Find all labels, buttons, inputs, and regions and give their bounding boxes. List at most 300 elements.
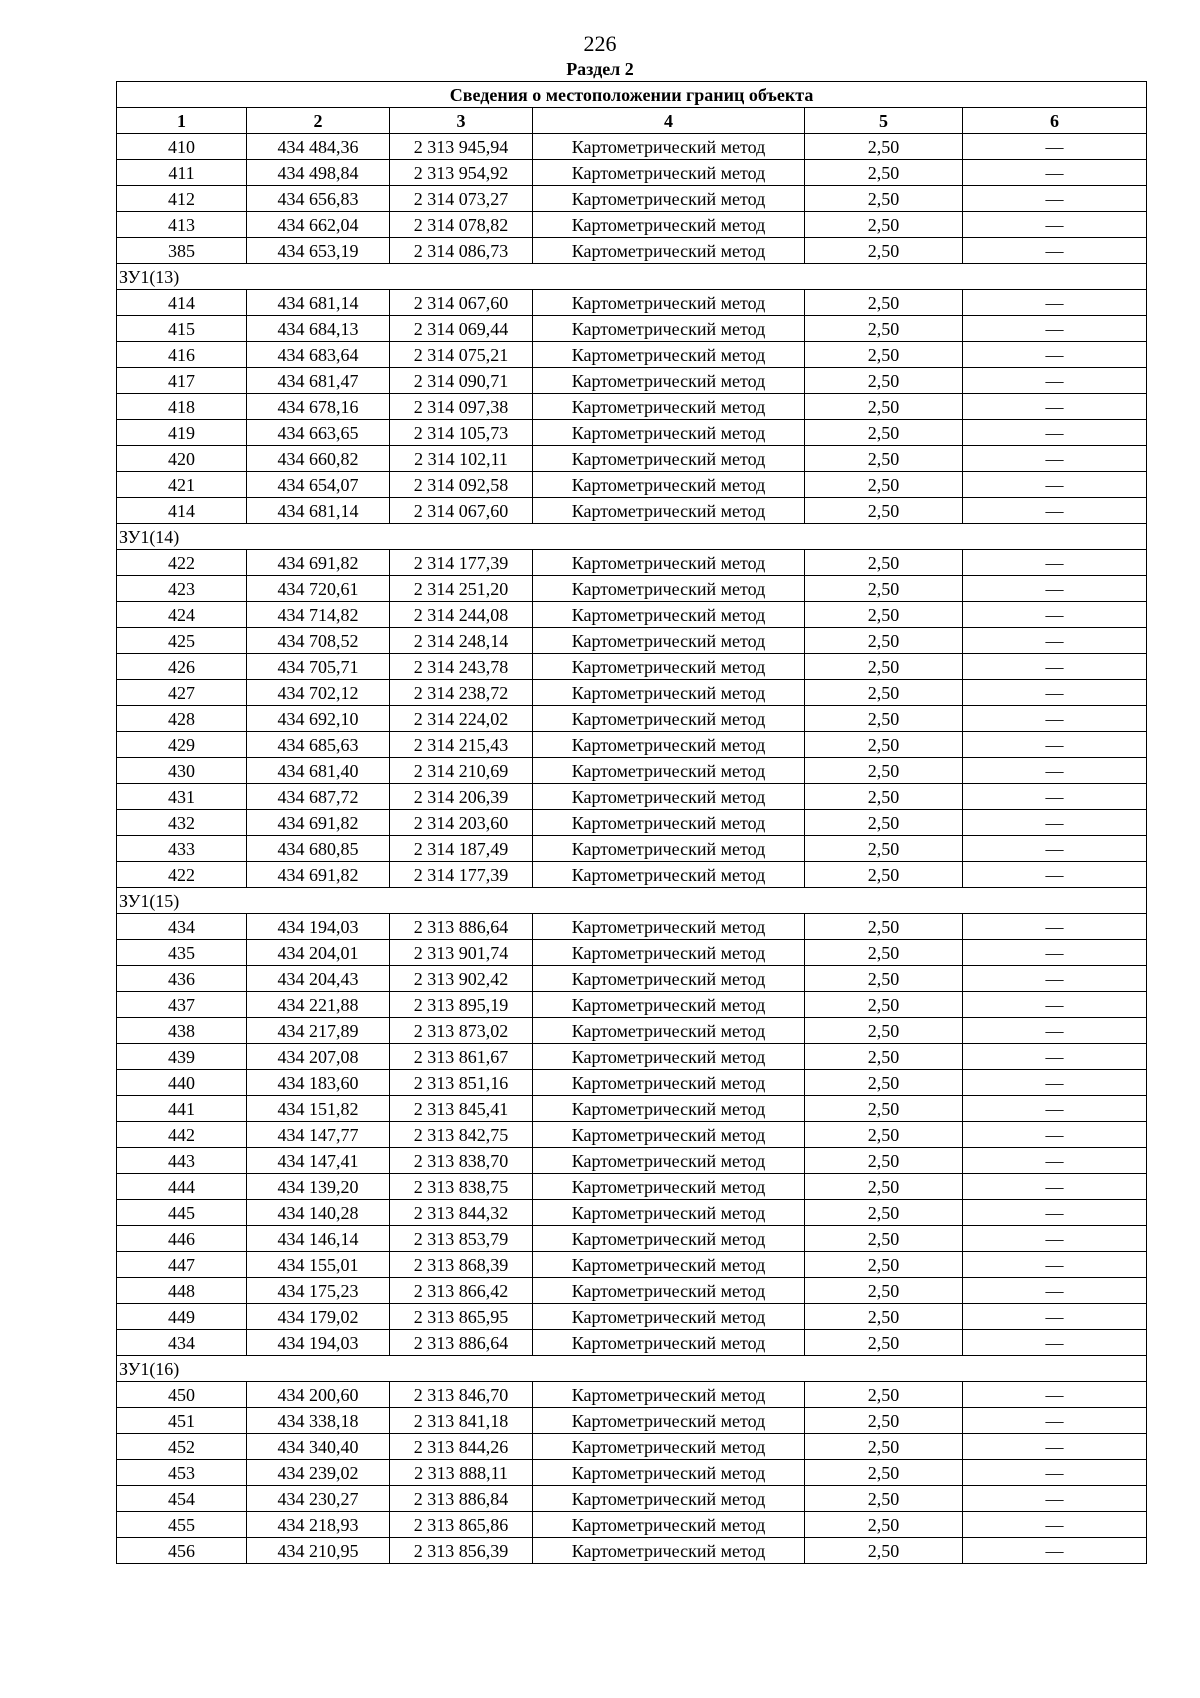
accuracy-cell: 2,50 <box>805 680 963 706</box>
description-cell: — <box>963 498 1147 524</box>
accuracy-cell: 2,50 <box>805 706 963 732</box>
table-row <box>117 498 1147 524</box>
x-coordinate-cell: 434 685,63 <box>247 732 390 758</box>
y-coordinate-cell: 2 314 224,02 <box>390 706 533 732</box>
accuracy-cell: 2,50 <box>805 1434 963 1460</box>
x-coordinate-cell: 434 155,01 <box>247 1252 390 1278</box>
x-coordinate-cell: 434 194,03 <box>247 1330 390 1356</box>
point-number-cell: 417 <box>117 368 247 394</box>
y-coordinate-cell: 2 313 901,74 <box>390 940 533 966</box>
accuracy-cell: 2,50 <box>805 914 963 940</box>
point-number-cell: 433 <box>117 836 247 862</box>
group-row <box>117 264 1147 290</box>
group-row <box>117 1356 1147 1382</box>
x-coordinate-cell: 434 684,13 <box>247 316 390 342</box>
table-row <box>117 1226 1147 1252</box>
accuracy-cell: 2,50 <box>805 810 963 836</box>
accuracy-cell: 2,50 <box>805 602 963 628</box>
accuracy-cell: 2,50 <box>805 1460 963 1486</box>
description-cell: — <box>963 966 1147 992</box>
table-row <box>117 550 1147 576</box>
table-row <box>117 784 1147 810</box>
accuracy-cell: 2,50 <box>805 134 963 160</box>
y-coordinate-cell: 2 314 244,08 <box>390 602 533 628</box>
method-cell: Картометрический метод <box>533 1226 805 1252</box>
method-cell: Картометрический метод <box>533 654 805 680</box>
accuracy-cell: 2,50 <box>805 1018 963 1044</box>
x-coordinate-cell: 434 151,82 <box>247 1096 390 1122</box>
table-row <box>117 394 1147 420</box>
table-row <box>117 1044 1147 1070</box>
table-row <box>117 1096 1147 1122</box>
y-coordinate-cell: 2 313 844,26 <box>390 1434 533 1460</box>
method-cell: Картометрический метод <box>533 212 805 238</box>
description-cell: — <box>963 1278 1147 1304</box>
table-row <box>117 706 1147 732</box>
description-cell: — <box>963 1174 1147 1200</box>
table-row <box>117 1486 1147 1512</box>
accuracy-cell: 2,50 <box>805 1226 963 1252</box>
accuracy-cell: 2,50 <box>805 784 963 810</box>
y-coordinate-cell: 2 313 851,16 <box>390 1070 533 1096</box>
method-cell: Картометрический метод <box>533 940 805 966</box>
table-row <box>117 1200 1147 1226</box>
accuracy-cell: 2,50 <box>805 420 963 446</box>
column-header: 5 <box>805 108 963 134</box>
accuracy-cell: 2,50 <box>805 186 963 212</box>
description-cell: — <box>963 212 1147 238</box>
method-cell: Картометрический метод <box>533 1512 805 1538</box>
x-coordinate-cell: 434 687,72 <box>247 784 390 810</box>
table-row <box>117 1018 1147 1044</box>
point-number-cell: 416 <box>117 342 247 368</box>
point-number-cell: 436 <box>117 966 247 992</box>
description-cell: — <box>963 368 1147 394</box>
accuracy-cell: 2,50 <box>805 1512 963 1538</box>
x-coordinate-cell: 434 680,85 <box>247 836 390 862</box>
y-coordinate-cell: 2 314 203,60 <box>390 810 533 836</box>
x-coordinate-cell: 434 692,10 <box>247 706 390 732</box>
y-coordinate-cell: 2 314 177,39 <box>390 862 533 888</box>
y-coordinate-cell: 2 314 248,14 <box>390 628 533 654</box>
point-number-cell: 455 <box>117 1512 247 1538</box>
x-coordinate-cell: 434 204,43 <box>247 966 390 992</box>
x-coordinate-cell: 434 147,77 <box>247 1122 390 1148</box>
method-cell: Картометрический метод <box>533 784 805 810</box>
table-row <box>117 472 1147 498</box>
description-cell: — <box>963 1122 1147 1148</box>
description-cell: — <box>963 784 1147 810</box>
method-cell: Картометрический метод <box>533 1278 805 1304</box>
accuracy-cell: 2,50 <box>805 966 963 992</box>
method-cell: Картометрический метод <box>533 1486 805 1512</box>
x-coordinate-cell: 434 663,65 <box>247 420 390 446</box>
x-coordinate-cell: 434 720,61 <box>247 576 390 602</box>
point-number-cell: 450 <box>117 1382 247 1408</box>
table-row <box>117 1278 1147 1304</box>
x-coordinate-cell: 434 660,82 <box>247 446 390 472</box>
method-cell: Картометрический метод <box>533 1382 805 1408</box>
accuracy-cell: 2,50 <box>805 1174 963 1200</box>
x-coordinate-cell: 434 147,41 <box>247 1148 390 1174</box>
accuracy-cell: 2,50 <box>805 342 963 368</box>
description-cell: — <box>963 394 1147 420</box>
y-coordinate-cell: 2 313 865,95 <box>390 1304 533 1330</box>
accuracy-cell: 2,50 <box>805 1044 963 1070</box>
point-number-cell: 443 <box>117 1148 247 1174</box>
table-caption-row <box>117 82 1147 108</box>
accuracy-cell: 2,50 <box>805 290 963 316</box>
description-cell: — <box>963 1408 1147 1434</box>
method-cell: Картометрический метод <box>533 810 805 836</box>
point-number-cell: 434 <box>117 1330 247 1356</box>
method-cell: Картометрический метод <box>533 1538 805 1564</box>
point-number-cell: 422 <box>117 550 247 576</box>
accuracy-cell: 2,50 <box>805 498 963 524</box>
y-coordinate-cell: 2 314 075,21 <box>390 342 533 368</box>
accuracy-cell: 2,50 <box>805 836 963 862</box>
y-coordinate-cell: 2 314 243,78 <box>390 654 533 680</box>
table-row <box>117 732 1147 758</box>
description-cell: — <box>963 1226 1147 1252</box>
table-row <box>117 836 1147 862</box>
x-coordinate-cell: 434 656,83 <box>247 186 390 212</box>
y-coordinate-cell: 2 313 838,70 <box>390 1148 533 1174</box>
x-coordinate-cell: 434 140,28 <box>247 1200 390 1226</box>
accuracy-cell: 2,50 <box>805 160 963 186</box>
point-number-cell: 424 <box>117 602 247 628</box>
y-coordinate-cell: 2 313 844,32 <box>390 1200 533 1226</box>
point-number-cell: 414 <box>117 290 247 316</box>
y-coordinate-cell: 2 314 238,72 <box>390 680 533 706</box>
description-cell: — <box>963 602 1147 628</box>
accuracy-cell: 2,50 <box>805 1330 963 1356</box>
description-cell: — <box>963 550 1147 576</box>
point-number-cell: 419 <box>117 420 247 446</box>
description-cell: — <box>963 1512 1147 1538</box>
point-number-cell: 432 <box>117 810 247 836</box>
table-row <box>117 1382 1147 1408</box>
x-coordinate-cell: 434 194,03 <box>247 914 390 940</box>
accuracy-cell: 2,50 <box>805 1382 963 1408</box>
accuracy-cell: 2,50 <box>805 1122 963 1148</box>
method-cell: Картометрический метод <box>533 706 805 732</box>
x-coordinate-cell: 434 139,20 <box>247 1174 390 1200</box>
table-row <box>117 290 1147 316</box>
boundary-coordinates-table <box>116 81 1147 1564</box>
description-cell: — <box>963 1148 1147 1174</box>
point-number-cell: 445 <box>117 1200 247 1226</box>
method-cell: Картометрический метод <box>533 758 805 784</box>
x-coordinate-cell: 434 338,18 <box>247 1408 390 1434</box>
table-row <box>117 186 1147 212</box>
table-row <box>117 368 1147 394</box>
table-row <box>117 680 1147 706</box>
y-coordinate-cell: 2 313 865,86 <box>390 1512 533 1538</box>
y-coordinate-cell: 2 313 861,67 <box>390 1044 533 1070</box>
x-coordinate-cell: 434 484,36 <box>247 134 390 160</box>
method-cell: Картометрический метод <box>533 1096 805 1122</box>
method-cell: Картометрический метод <box>533 628 805 654</box>
point-number-cell: 444 <box>117 1174 247 1200</box>
accuracy-cell: 2,50 <box>805 316 963 342</box>
x-coordinate-cell: 434 340,40 <box>247 1434 390 1460</box>
description-cell: — <box>963 238 1147 264</box>
table-row <box>117 1330 1147 1356</box>
description-cell: — <box>963 186 1147 212</box>
y-coordinate-cell: 2 313 856,39 <box>390 1538 533 1564</box>
x-coordinate-cell: 434 221,88 <box>247 992 390 1018</box>
description-cell: — <box>963 758 1147 784</box>
description-cell: — <box>963 1460 1147 1486</box>
table-row <box>117 134 1147 160</box>
accuracy-cell: 2,50 <box>805 472 963 498</box>
x-coordinate-cell: 434 654,07 <box>247 472 390 498</box>
method-cell: Картометрический метод <box>533 1044 805 1070</box>
y-coordinate-cell: 2 313 845,41 <box>390 1096 533 1122</box>
description-cell: — <box>963 134 1147 160</box>
method-cell: Картометрический метод <box>533 1434 805 1460</box>
point-number-cell: 452 <box>117 1434 247 1460</box>
x-coordinate-cell: 434 708,52 <box>247 628 390 654</box>
point-number-cell: 429 <box>117 732 247 758</box>
table-row <box>117 628 1147 654</box>
column-header: 2 <box>247 108 390 134</box>
point-number-cell: 412 <box>117 186 247 212</box>
x-coordinate-cell: 434 681,40 <box>247 758 390 784</box>
y-coordinate-cell: 2 313 888,11 <box>390 1460 533 1486</box>
y-coordinate-cell: 2 314 210,69 <box>390 758 533 784</box>
x-coordinate-cell: 434 175,23 <box>247 1278 390 1304</box>
point-number-cell: 446 <box>117 1226 247 1252</box>
point-number-cell: 415 <box>117 316 247 342</box>
description-cell: — <box>963 342 1147 368</box>
method-cell: Картометрический метод <box>533 862 805 888</box>
accuracy-cell: 2,50 <box>805 550 963 576</box>
column-header: 4 <box>533 108 805 134</box>
point-number-cell: 454 <box>117 1486 247 1512</box>
y-coordinate-cell: 2 314 251,20 <box>390 576 533 602</box>
table-row <box>117 1122 1147 1148</box>
description-cell: — <box>963 810 1147 836</box>
x-coordinate-cell: 434 146,14 <box>247 1226 390 1252</box>
method-cell: Картометрический метод <box>533 1174 805 1200</box>
accuracy-cell: 2,50 <box>805 238 963 264</box>
x-coordinate-cell: 434 183,60 <box>247 1070 390 1096</box>
column-header-row <box>117 108 1147 134</box>
description-cell: — <box>963 1044 1147 1070</box>
point-number-cell: 456 <box>117 1538 247 1564</box>
description-cell: — <box>963 940 1147 966</box>
point-number-cell: 410 <box>117 134 247 160</box>
table-row <box>117 1148 1147 1174</box>
table-row <box>117 1460 1147 1486</box>
description-cell: — <box>963 1304 1147 1330</box>
description-cell: — <box>963 1538 1147 1564</box>
description-cell: — <box>963 160 1147 186</box>
table-row <box>117 1070 1147 1096</box>
x-coordinate-cell: 434 498,84 <box>247 160 390 186</box>
table-body <box>117 134 1147 1564</box>
x-coordinate-cell: 434 681,14 <box>247 498 390 524</box>
method-cell: Картометрический метод <box>533 914 805 940</box>
accuracy-cell: 2,50 <box>805 1070 963 1096</box>
table-row <box>117 446 1147 472</box>
x-coordinate-cell: 434 705,71 <box>247 654 390 680</box>
table-row <box>117 238 1147 264</box>
method-cell: Картометрический метод <box>533 446 805 472</box>
accuracy-cell: 2,50 <box>805 1408 963 1434</box>
method-cell: Картометрический метод <box>533 550 805 576</box>
x-coordinate-cell: 434 681,14 <box>247 290 390 316</box>
accuracy-cell: 2,50 <box>805 862 963 888</box>
group-row <box>117 524 1147 550</box>
accuracy-cell: 2,50 <box>805 1304 963 1330</box>
method-cell: Картометрический метод <box>533 1330 805 1356</box>
point-number-cell: 421 <box>117 472 247 498</box>
method-cell: Картометрический метод <box>533 1070 805 1096</box>
description-cell: — <box>963 680 1147 706</box>
description-cell: — <box>963 576 1147 602</box>
y-coordinate-cell: 2 314 215,43 <box>390 732 533 758</box>
y-coordinate-cell: 2 314 090,71 <box>390 368 533 394</box>
y-coordinate-cell: 2 313 873,02 <box>390 1018 533 1044</box>
x-coordinate-cell: 434 239,02 <box>247 1460 390 1486</box>
x-coordinate-cell: 434 207,08 <box>247 1044 390 1070</box>
y-coordinate-cell: 2 314 067,60 <box>390 498 533 524</box>
point-number-cell: 441 <box>117 1096 247 1122</box>
y-coordinate-cell: 2 314 206,39 <box>390 784 533 810</box>
accuracy-cell: 2,50 <box>805 1200 963 1226</box>
point-number-cell: 447 <box>117 1252 247 1278</box>
accuracy-cell: 2,50 <box>805 576 963 602</box>
accuracy-cell: 2,50 <box>805 1096 963 1122</box>
x-coordinate-cell: 434 200,60 <box>247 1382 390 1408</box>
y-coordinate-cell: 2 314 097,38 <box>390 394 533 420</box>
method-cell: Картометрический метод <box>533 160 805 186</box>
point-number-cell: 385 <box>117 238 247 264</box>
x-coordinate-cell: 434 691,82 <box>247 810 390 836</box>
y-coordinate-cell: 2 314 105,73 <box>390 420 533 446</box>
method-cell: Картометрический метод <box>533 342 805 368</box>
table-row <box>117 862 1147 888</box>
table-row <box>117 758 1147 784</box>
point-number-cell: 438 <box>117 1018 247 1044</box>
y-coordinate-cell: 2 313 846,70 <box>390 1382 533 1408</box>
group-label: ЗУ1(14) <box>117 524 1147 550</box>
table-row <box>117 654 1147 680</box>
x-coordinate-cell: 434 217,89 <box>247 1018 390 1044</box>
table-caption: Сведения о местоположении границ объекта <box>117 82 1147 108</box>
y-coordinate-cell: 2 314 187,49 <box>390 836 533 862</box>
description-cell: — <box>963 1096 1147 1122</box>
point-number-cell: 422 <box>117 862 247 888</box>
description-cell: — <box>963 732 1147 758</box>
y-coordinate-cell: 2 313 886,64 <box>390 914 533 940</box>
x-coordinate-cell: 434 179,02 <box>247 1304 390 1330</box>
x-coordinate-cell: 434 230,27 <box>247 1486 390 1512</box>
description-cell: — <box>963 654 1147 680</box>
accuracy-cell: 2,50 <box>805 992 963 1018</box>
method-cell: Картометрический метод <box>533 316 805 342</box>
description-cell: — <box>963 862 1147 888</box>
point-number-cell: 411 <box>117 160 247 186</box>
group-row <box>117 888 1147 914</box>
table-row <box>117 914 1147 940</box>
y-coordinate-cell: 2 313 895,19 <box>390 992 533 1018</box>
x-coordinate-cell: 434 681,47 <box>247 368 390 394</box>
y-coordinate-cell: 2 314 073,27 <box>390 186 533 212</box>
method-cell: Картометрический метод <box>533 394 805 420</box>
method-cell: Картометрический метод <box>533 1460 805 1486</box>
x-coordinate-cell: 434 691,82 <box>247 862 390 888</box>
group-label: ЗУ1(13) <box>117 264 1147 290</box>
x-coordinate-cell: 434 702,12 <box>247 680 390 706</box>
table-row <box>117 1512 1147 1538</box>
table-row <box>117 1434 1147 1460</box>
table-row <box>117 342 1147 368</box>
point-number-cell: 451 <box>117 1408 247 1434</box>
accuracy-cell: 2,50 <box>805 732 963 758</box>
description-cell: — <box>963 914 1147 940</box>
y-coordinate-cell: 2 313 838,75 <box>390 1174 533 1200</box>
description-cell: — <box>963 446 1147 472</box>
table-row <box>117 1538 1147 1564</box>
y-coordinate-cell: 2 313 945,94 <box>390 134 533 160</box>
method-cell: Картометрический метод <box>533 1252 805 1278</box>
y-coordinate-cell: 2 313 868,39 <box>390 1252 533 1278</box>
method-cell: Картометрический метод <box>533 1200 805 1226</box>
point-number-cell: 431 <box>117 784 247 810</box>
point-number-cell: 442 <box>117 1122 247 1148</box>
point-number-cell: 440 <box>117 1070 247 1096</box>
description-cell: — <box>963 290 1147 316</box>
point-number-cell: 426 <box>117 654 247 680</box>
page-number: 226 <box>583 31 617 56</box>
y-coordinate-cell: 2 313 842,75 <box>390 1122 533 1148</box>
accuracy-cell: 2,50 <box>805 628 963 654</box>
point-number-cell: 448 <box>117 1278 247 1304</box>
accuracy-cell: 2,50 <box>805 1252 963 1278</box>
accuracy-cell: 2,50 <box>805 368 963 394</box>
accuracy-cell: 2,50 <box>805 1148 963 1174</box>
method-cell: Картометрический метод <box>533 966 805 992</box>
point-number-cell: 435 <box>117 940 247 966</box>
method-cell: Картометрический метод <box>533 290 805 316</box>
method-cell: Картометрический метод <box>533 498 805 524</box>
table-row <box>117 992 1147 1018</box>
x-coordinate-cell: 434 691,82 <box>247 550 390 576</box>
y-coordinate-cell: 2 313 886,84 <box>390 1486 533 1512</box>
point-number-cell: 430 <box>117 758 247 784</box>
method-cell: Картометрический метод <box>533 732 805 758</box>
method-cell: Картометрический метод <box>533 602 805 628</box>
point-number-cell: 414 <box>117 498 247 524</box>
description-cell: — <box>963 992 1147 1018</box>
section-title: Раздел 2 <box>566 59 634 79</box>
x-coordinate-cell: 434 653,19 <box>247 238 390 264</box>
y-coordinate-cell: 2 314 067,60 <box>390 290 533 316</box>
method-cell: Картометрический метод <box>533 472 805 498</box>
description-cell: — <box>963 1330 1147 1356</box>
y-coordinate-cell: 2 313 866,42 <box>390 1278 533 1304</box>
description-cell: — <box>963 1486 1147 1512</box>
x-coordinate-cell: 434 204,01 <box>247 940 390 966</box>
method-cell: Картометрический метод <box>533 680 805 706</box>
table-row <box>117 1408 1147 1434</box>
group-label: ЗУ1(15) <box>117 888 1147 914</box>
method-cell: Картометрический метод <box>533 1122 805 1148</box>
